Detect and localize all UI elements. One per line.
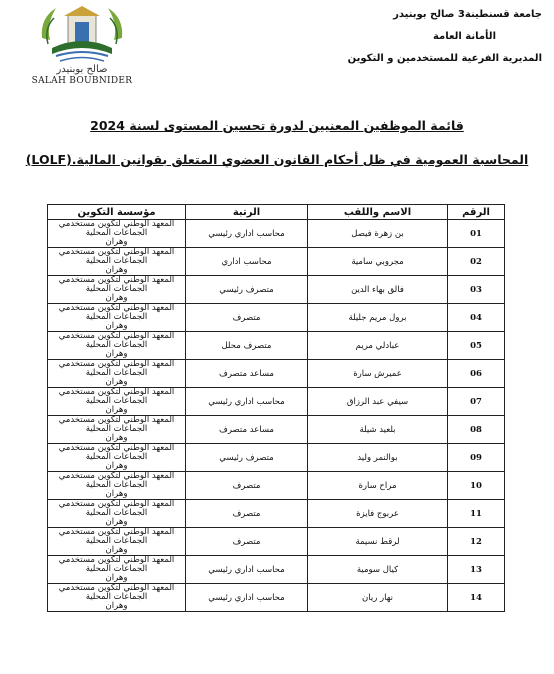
- header-institution: مؤسسة التكوين: [48, 205, 186, 220]
- institution-name: المعهد الوطني لتكوين مستخدمي الجماعات المحلية: [58, 359, 175, 378]
- institution-city: وهران: [105, 293, 128, 303]
- institution-name: المعهد الوطني لتكوين مستخدمي الجماعات المحلية: [58, 247, 175, 266]
- header-line-secretariat: الأمانة العامة: [432, 31, 496, 42]
- institution-name: المعهد الوطني لتكوين مستخدمي الجماعات المحلية: [58, 583, 175, 602]
- header-name: الاسم واللقب: [308, 205, 448, 220]
- employee-name: سيفي عبد الرزاق: [308, 388, 448, 416]
- employee-name: برول مريم جليلة: [308, 304, 448, 332]
- table-row: [48, 360, 505, 388]
- row-number: 08: [448, 416, 505, 444]
- institution-name: المعهد الوطني لتكوين مستخدمي الجماعات المحلية: [58, 331, 175, 350]
- table-row: [48, 528, 505, 556]
- institution-name: المعهد الوطني لتكوين مستخدمي الجماعات المحلية: [58, 471, 175, 490]
- table-row: [48, 556, 505, 584]
- institution-city: وهران: [105, 433, 128, 443]
- employee-rank: متصرف: [186, 528, 308, 556]
- institution-city: وهران: [105, 573, 128, 583]
- institution-city: وهران: [105, 237, 128, 247]
- training-institution: [48, 584, 186, 612]
- employee-name: لرقط نسيمة: [308, 528, 448, 556]
- row-number: 03: [448, 276, 505, 304]
- institution-city: وهران: [105, 601, 128, 611]
- training-institution: [48, 528, 186, 556]
- employee-name: نهار ريان: [308, 584, 448, 612]
- employee-name: عبادلي مريم: [308, 332, 448, 360]
- institution-city: وهران: [105, 517, 128, 527]
- employee-name: بوالنمر وليد: [308, 444, 448, 472]
- training-institution: [48, 388, 186, 416]
- logo-caption-arabic: صالح بوبنيدر: [56, 64, 108, 75]
- row-number: 02: [448, 248, 505, 276]
- table-row: [48, 248, 505, 276]
- institution-name: المعهد الوطني لتكوين مستخدمي الجماعات المحلية: [58, 303, 175, 322]
- employees-table: [47, 204, 505, 612]
- header-number: الرقم: [448, 205, 505, 220]
- table-row: [48, 304, 505, 332]
- table-row: [48, 472, 505, 500]
- institution-name: المعهد الوطني لتكوين مستخدمي الجماعات المحلية: [58, 219, 175, 238]
- row-number: 11: [448, 500, 505, 528]
- institution-name: المعهد الوطني لتكوين مستخدمي الجماعات المحلية: [58, 387, 175, 406]
- training-institution: [48, 416, 186, 444]
- employee-rank: متصرف: [186, 304, 308, 332]
- training-institution: [48, 248, 186, 276]
- row-number: 10: [448, 472, 505, 500]
- training-institution: [48, 360, 186, 388]
- employee-rank: محاسب اداري رئيسي: [186, 388, 308, 416]
- employee-name: بلعيد شيلة: [308, 416, 448, 444]
- row-number: 12: [448, 528, 505, 556]
- institution-header: [322, 4, 542, 70]
- employee-rank: محاسب اداري: [186, 248, 308, 276]
- employee-name: كيال سومية: [308, 556, 448, 584]
- row-number: 09: [448, 444, 505, 472]
- institution-city: وهران: [105, 265, 128, 275]
- table-row: [48, 500, 505, 528]
- header-line-university: جامعة قسنطينة3 صالح بوبنيدر: [393, 9, 542, 20]
- employee-rank: مساعد متصرف: [186, 416, 308, 444]
- employee-rank: محاسب اداري رئيسي: [186, 584, 308, 612]
- training-institution: [48, 444, 186, 472]
- institution-city: وهران: [105, 321, 128, 331]
- institution-city: وهران: [105, 545, 128, 555]
- document-title: قائمة الموظفين المعنيين لدورة تحسين المستوى لسنة 2024: [90, 118, 464, 133]
- row-number: 01: [448, 220, 505, 248]
- row-number: 13: [448, 556, 505, 584]
- row-number: 06: [448, 360, 505, 388]
- training-institution: [48, 556, 186, 584]
- logo-caption: [28, 64, 136, 86]
- training-institution: [48, 304, 186, 332]
- institution-name: المعهد الوطني لتكوين مستخدمي الجماعات المحلية: [58, 555, 175, 574]
- employee-rank: متصرف رئيسي: [186, 276, 308, 304]
- employee-rank: محاسب اداري رئيسي: [186, 556, 308, 584]
- institution-name: المعهد الوطني لتكوين مستخدمي الجماعات المحلية: [58, 527, 175, 546]
- header-line-directorate: المديرية الفرعية للمستخدمين و التكوين: [347, 53, 542, 64]
- row-number: 07: [448, 388, 505, 416]
- university-logo: [34, 4, 130, 66]
- row-number: 14: [448, 584, 505, 612]
- row-number: 05: [448, 332, 505, 360]
- logo-caption-latin: SALAH BOUBNIDER: [31, 76, 133, 86]
- institution-name: المعهد الوطني لتكوين مستخدمي الجماعات المحلية: [58, 415, 175, 434]
- table-row: [48, 220, 505, 248]
- row-number: 04: [448, 304, 505, 332]
- training-institution: [48, 472, 186, 500]
- table-row: [48, 584, 505, 612]
- institution-name: المعهد الوطني لتكوين مستخدمي الجماعات المحلية: [58, 275, 175, 294]
- employee-name: فالق بهاء الدين: [308, 276, 448, 304]
- table-header-row: [48, 205, 505, 220]
- employee-name: بن زهرة فيصل: [308, 220, 448, 248]
- employee-name: عربوج فايزة: [308, 500, 448, 528]
- training-institution: [48, 332, 186, 360]
- table-row: [48, 444, 505, 472]
- employee-rank: محاسب اداري رئيسي: [186, 220, 308, 248]
- employee-rank: متصرف محلل: [186, 332, 308, 360]
- training-institution: [48, 220, 186, 248]
- employee-rank: متصرف رئيسي: [186, 444, 308, 472]
- table-body: [48, 220, 505, 612]
- employee-rank: متصرف: [186, 472, 308, 500]
- employee-name: مراح سارة: [308, 472, 448, 500]
- table-row: [48, 276, 505, 304]
- document-subtitle: المحاسبة العمومية في ظل أحكام القانون العضوي المتعلق بقوانين المالية.(LOLF): [25, 152, 529, 167]
- institution-city: وهران: [105, 489, 128, 499]
- institution-name: المعهد الوطني لتكوين مستخدمي الجماعات المحلية: [58, 499, 175, 518]
- training-institution: [48, 500, 186, 528]
- institution-city: وهران: [105, 461, 128, 471]
- employee-name: مجروبي سامية: [308, 248, 448, 276]
- institution-city: وهران: [105, 349, 128, 359]
- employee-rank: متصرف: [186, 500, 308, 528]
- table-row: [48, 388, 505, 416]
- training-institution: [48, 276, 186, 304]
- table-row: [48, 416, 505, 444]
- employee-name: عميرش سارة: [308, 360, 448, 388]
- institution-name: المعهد الوطني لتكوين مستخدمي الجماعات المحلية: [58, 443, 175, 462]
- employee-rank: مساعد متصرف: [186, 360, 308, 388]
- institution-city: وهران: [105, 405, 128, 415]
- table-row: [48, 332, 505, 360]
- institution-city: وهران: [105, 377, 128, 387]
- header-rank: الرتبة: [186, 205, 308, 220]
